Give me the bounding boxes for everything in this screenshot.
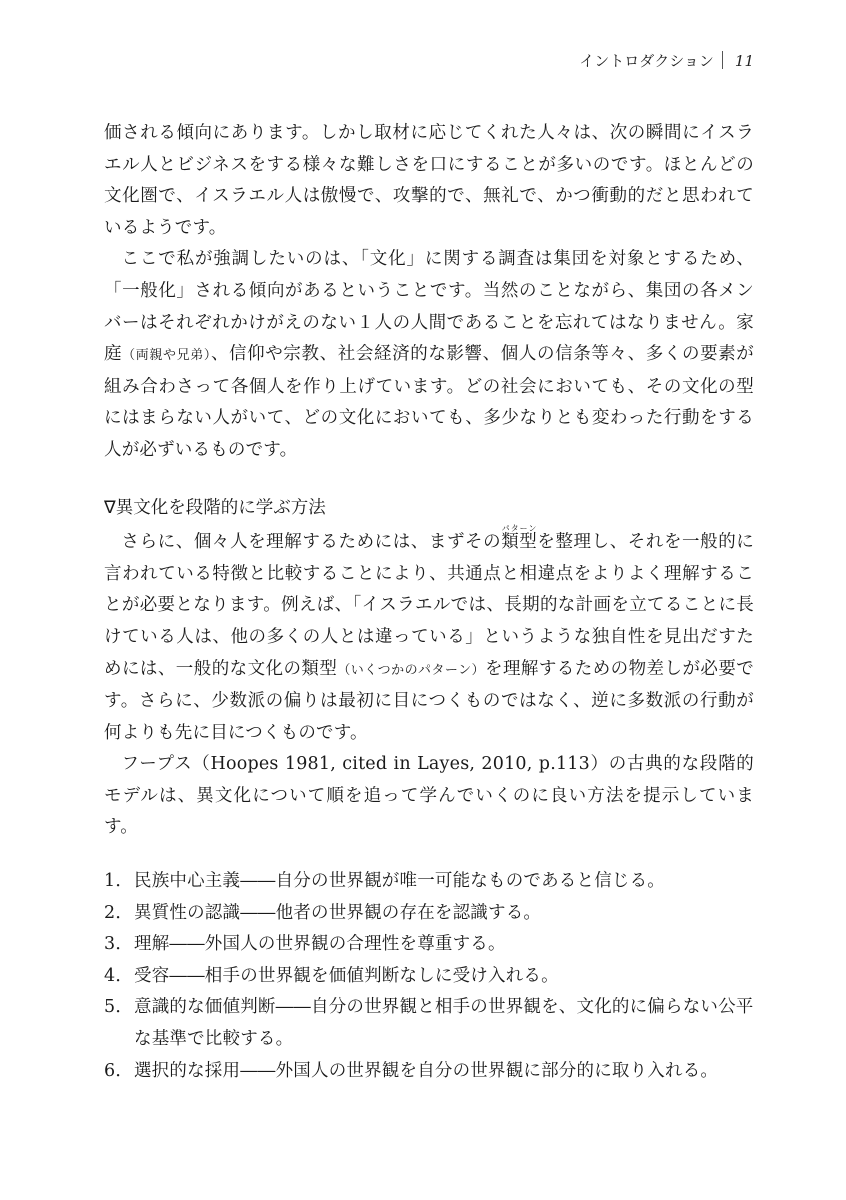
paragraph-3-part-a: さらに、個々人を理解するためには、まずその xyxy=(121,532,502,553)
step-text: ――外国人の世界観を自分の世界観に部分的に取り入れる。 xyxy=(240,1060,719,1081)
paragraph-3-part-b: を整理し、それを一般的に言われている特徴と比較することにより、共通点と相違点をよりよく理解することが必要となります。例えば、「イスラエルでは、長期的な計画を立てることに長けている人は、他の多くの人とは違っている」というような独自性を見出だすためには、一般的な文化の類型 xyxy=(104,532,754,679)
step-term: 民族中心主義 xyxy=(134,871,241,892)
list-item xyxy=(104,1056,754,1088)
step-text: ――自分の世界観と相手の世界観を、文化的に偏らない公平な基準で比較する。 xyxy=(134,997,754,1050)
pattern-note: （いくつかのパターン） xyxy=(337,662,486,678)
step-number: 3． xyxy=(104,934,134,955)
step-number: 2． xyxy=(104,902,134,923)
step-term: 意識的な価値判断 xyxy=(134,997,276,1018)
step-text: ――自分の世界観が唯一可能なものであると信じる。 xyxy=(240,871,666,892)
ruby-pattern xyxy=(501,524,538,553)
running-header xyxy=(579,50,754,71)
steps-list xyxy=(104,866,754,1087)
paragraph-1: 価される傾向にあります。しかし取材に応じてくれた人々は、次の瞬間にイスラエル人とビジネスをする様々な難しさを口にすることが多いのです。ほとんどの文化圏で、イスラエル人は傲慢で、攻撃的で、無礼で、かつ衝動的だと思われているようです。 xyxy=(104,123,754,238)
step-number: 1． xyxy=(104,871,134,892)
step-number: 4． xyxy=(104,965,134,986)
step-term: 理解 xyxy=(134,934,170,955)
paragraph-4: フープス（Hoopes 1981, cited in Layes, 2010, p.113）の古典的な段階的モデルは、異文化について順を追って学んでいくのに良い方法を提示しています。 xyxy=(104,754,754,838)
paragraph-2-part-a: ここで私が強調したいのは、「文化」に関する調査は集団を対象とするため、「一般化」される傾向があるということです。当然のことながら、集団の各メンバーはそれぞれかけがえのない１人の人間であることを忘れてはなりません。家庭 xyxy=(104,249,754,365)
step-number: 6． xyxy=(104,1060,134,1081)
step-term: 異質性の認識 xyxy=(134,902,241,923)
section-heading: ∇異文化を段階的に学ぶ方法 xyxy=(104,497,326,518)
paragraph-2-part-b: 、信仰や宗教、社会経済的な影響、個人の信条等々、多くの要素が組み合わさって各個人を作り上げています。どの社会においても、その文化の型にはまらない人がいて、どの文化においても、多少なりとも変わった行動をする人が必ずいるものです。 xyxy=(104,344,754,460)
ruby-reading: パターン xyxy=(501,524,538,534)
paragraph-3-part-c: を理解するための物差しが必要です。さらに、少数派の偏りは最初に目につくものではなく、逆に多数派の行動が何よりも先に目につくものです。 xyxy=(104,658,754,743)
paragraph-2 xyxy=(104,244,754,466)
ruby-base: 類型 xyxy=(501,532,538,553)
step-term: 選択的な採用 xyxy=(134,1060,241,1081)
step-text: ――外国人の世界観の合理性を尊重する。 xyxy=(169,934,506,955)
paragraph-3 xyxy=(104,524,754,749)
page-number: 11 xyxy=(734,52,754,70)
list-item xyxy=(104,898,754,930)
step-text: ――相手の世界観を価値判断なしに受け入れる。 xyxy=(169,965,559,986)
list-item xyxy=(104,866,754,898)
header-divider xyxy=(722,51,723,69)
step-number: 5． xyxy=(104,997,134,1018)
page-body xyxy=(104,118,754,1087)
list-item xyxy=(104,929,754,961)
list-item xyxy=(104,992,754,1055)
chapter-title: イントロダクション xyxy=(579,52,714,70)
family-note: （両親や兄弟） xyxy=(122,348,211,364)
list-item xyxy=(104,961,754,993)
step-text: ――他者の世界観の存在を認識する。 xyxy=(240,902,542,923)
step-term: 受容 xyxy=(134,965,170,986)
